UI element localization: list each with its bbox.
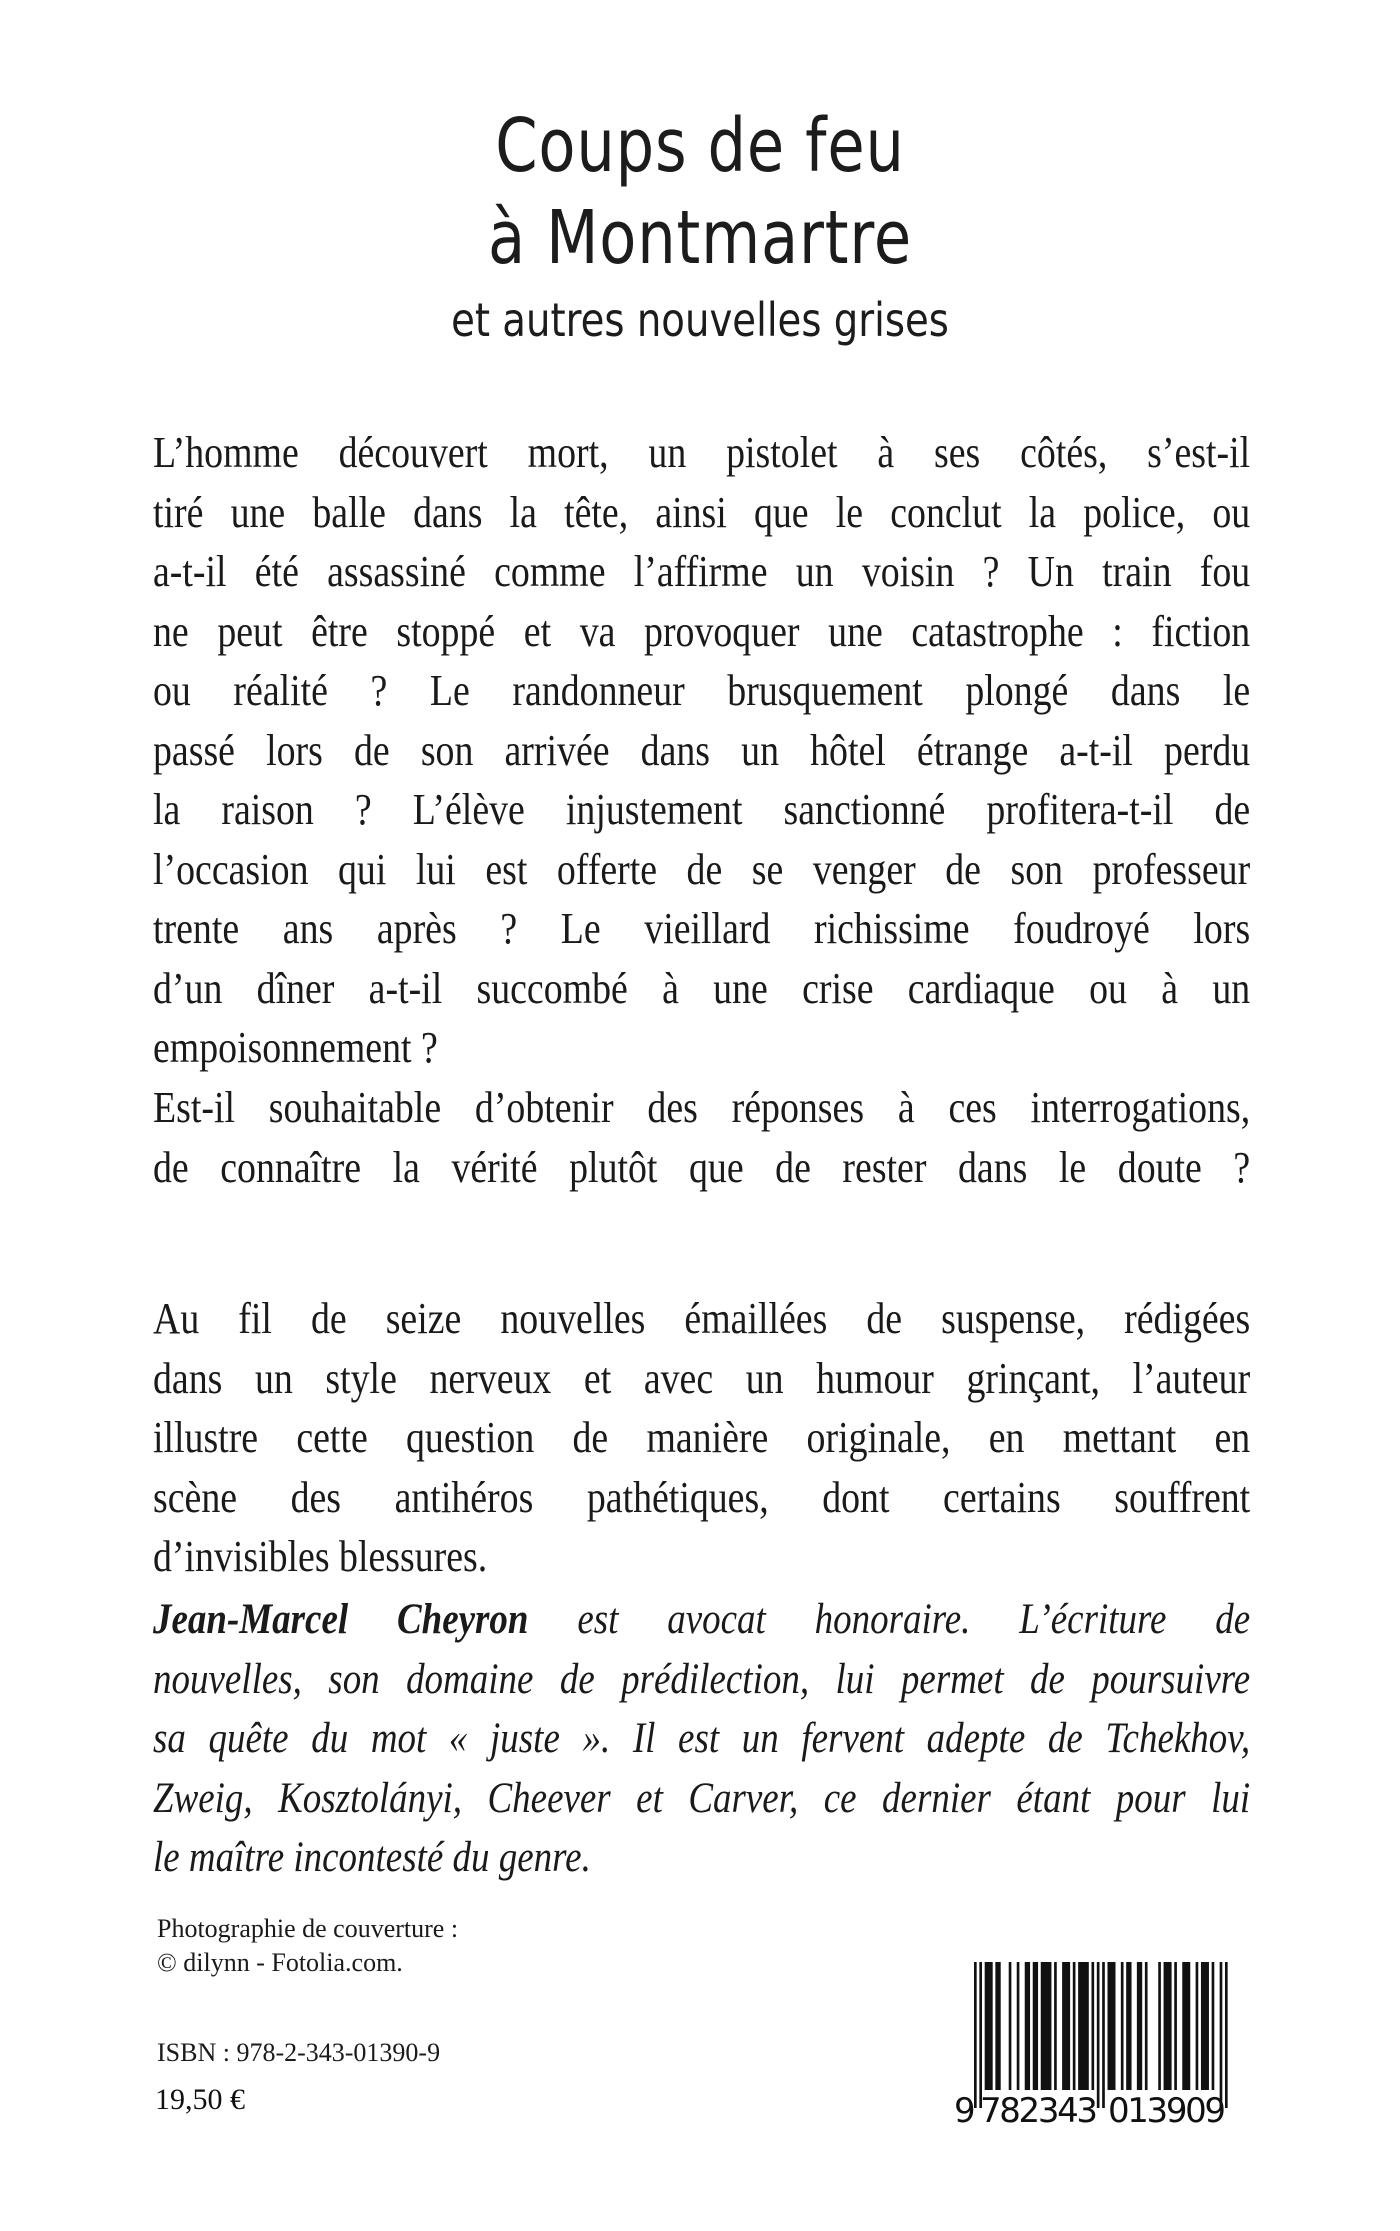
text-line: nouvelles, son domaine de prédilection, lui permet de poursuivre [153,1655,1251,1703]
barcode-bar [1182,1962,1190,2090]
text-line: de connaître la vérité plutôt que de rester dans le doute ? [153,1142,1251,1192]
photo-credit-source: © dilynn - Fotolia.com. [157,1948,403,1977]
price: 19,50 € [155,2083,245,2116]
barcode-bar [1009,1962,1012,2090]
text-line: Au fil de seize nouvelles émaillées de suspense, rédigées [153,1294,1251,1343]
barcode-bar [1121,1962,1124,2090]
author-name: Jean-Marcel Cheyron [153,1596,529,1643]
barcode-bar [1073,1962,1076,2090]
barcode-bar [1091,1962,1094,2090]
book-title-line-1: Coups de feu [495,103,905,189]
barcode-bar [1137,1962,1142,2090]
author-bio-lines [153,1650,1250,1888]
barcode-bar [1041,1962,1052,2090]
isbn: ISBN : 978-2-343-01390-9 [157,2038,441,2067]
barcode-graphic [950,1950,1250,2130]
barcode-bar [1196,1962,1199,2090]
barcode-bar [1174,1962,1177,2090]
paragraph-lines [153,1289,1250,1587]
barcode-guard-bar [1225,1962,1228,2108]
text-line: le maître incontesté du genre. [153,1834,591,1881]
author-bio-line-1 [153,1590,1250,1650]
barcode-bar [1108,1962,1116,2090]
photo-credit-label: Photographie de couverture : [157,1914,459,1943]
text-line: dans un style nerveux et avec un humour grinçant, l’auteur [153,1353,1251,1403]
text-line: d’invisibles blessures. [153,1532,488,1581]
barcode-bar [1158,1962,1161,2090]
barcode [950,1950,1250,2130]
barcode-bar [1025,1962,1030,2090]
photo-credits [157,1912,458,1980]
text-line: la raison ? L’élève injustement sanctionné profitera-t-il de [153,785,1251,834]
barcode-bar [1164,1962,1172,2090]
barcode-guard-bar [979,1962,982,2108]
barcode-guard-bar [1102,1962,1105,2108]
text-line: passé lors de son arrivée dans un hôtel étrange a-t-il perdu [153,725,1251,775]
barcode-bar [995,1962,1000,2090]
barcode-lead-digit: 9 [954,2091,976,2130]
barcode-bar [1212,1962,1215,2090]
text-line: Est-il souhaitable d’obtenir des réponses à ces interrogations, [153,1083,1251,1132]
barcode-bar [1078,1962,1089,2090]
barcode-bar [1062,1962,1070,2090]
barcode-left-digits: 782343 [980,2091,1098,2130]
blurb-paragraph-2 [153,1078,1250,1197]
barcode-bar [1033,1962,1038,2090]
text-line: ne peut être stoppé et va provoquer une catastrophe : fiction [153,606,1251,656]
barcode-bar [1054,1962,1057,2090]
author-bio-line-1-rest: est avocat honoraire. L’écriture de [528,1596,1251,1643]
text-line: scène des antihéros pathétiques, dont certains souffrent [153,1472,1251,1522]
text-line: l’occasion qui lui est offerte de se venger de son professeur [153,844,1251,894]
text-line: empoisonnement ? [153,1023,438,1072]
barcode-bar [1017,1962,1020,2090]
barcode-right-digits: 013909 [1108,2091,1226,2130]
barcode-guard-bar [1220,1962,1223,2108]
text-line: L’homme découvert mort, un pistolet à ses côtés, s’est-il [153,428,1251,477]
barcode-bar [985,1962,993,2090]
barcode-bar [1126,1962,1131,2090]
paragraph-lines [153,423,1250,1078]
text-line: Zweig, Kosztolányi, Cheever et Carver, ce dernier étant pour lui [153,1774,1251,1822]
barcode-guard-bar [1097,1962,1100,2108]
title-block [0,100,1400,350]
paragraph-lines [153,1078,1250,1197]
text-line: tiré une balle dans la tête, ainsi que le conclut la police, ou [153,487,1251,537]
text-line: d’un dîner a-t-il succombé à une crise cardiaque ou à un [153,963,1251,1013]
book-subtitle: et autres nouvelles grises [451,293,949,347]
blurb-paragraph-3 [153,1289,1250,1587]
blurb-paragraph-1 [153,423,1250,1078]
text-line: ou réalité ? Le randonneur brusquement plongé dans le [153,666,1251,715]
author-bio [153,1590,1250,1888]
text-line: trente ans après ? Le vieillard richissime foudroyé lors [153,904,1251,953]
text-line: illustre cette question de manière originale, en mettant en [153,1413,1251,1462]
text-line: sa quête du mot « juste ». Il est un fervent adepte de Tchekhov, [153,1715,1251,1762]
barcode-bar [1145,1962,1148,2090]
book-title-line-2: à Montmartre [487,195,913,281]
text-line: a-t-il été assassiné comme l’affirme un voisin ? Un train fou [153,547,1251,596]
barcode-bars [974,1962,1228,2108]
barcode-bar [1201,1962,1209,2090]
barcode-guard-bar [974,1962,977,2108]
